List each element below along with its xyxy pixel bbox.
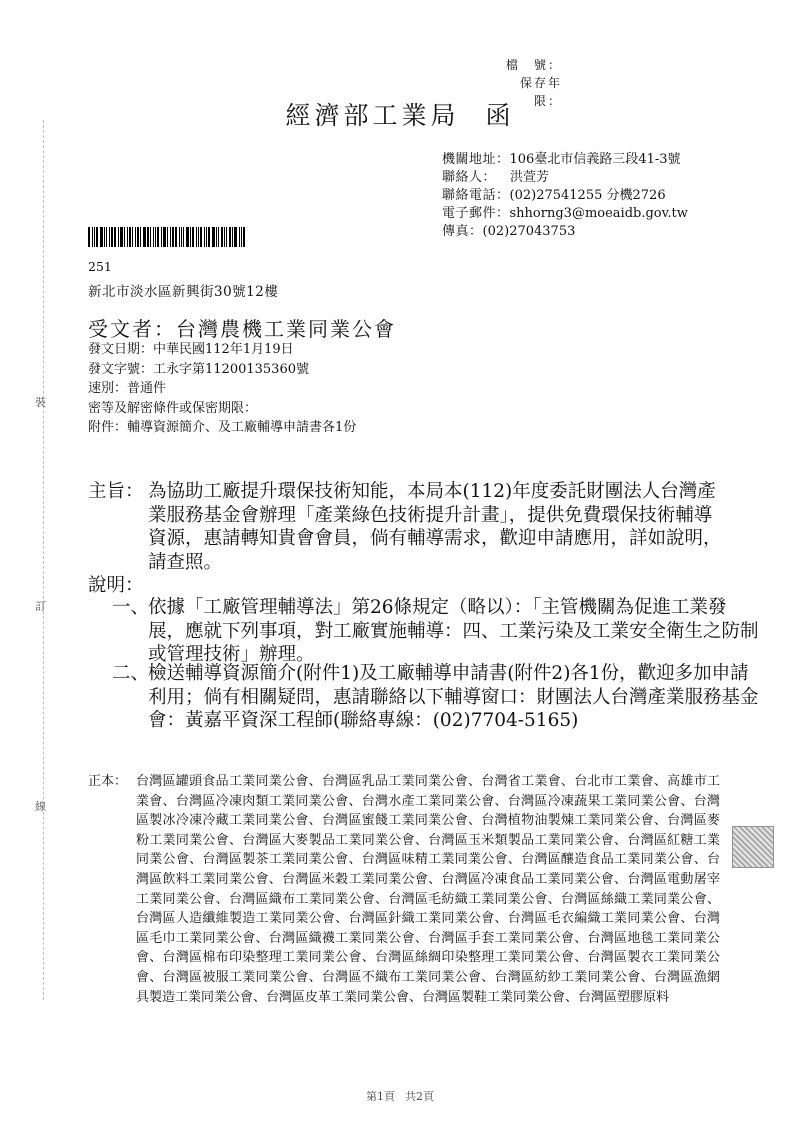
contact-block [442, 151, 688, 241]
binding-line [43, 120, 44, 1000]
barcode-bar [92, 227, 93, 247]
barcode-bar [167, 227, 168, 247]
delivery-speed: 速別：普通件 [88, 381, 167, 396]
barcode-bar [204, 227, 205, 247]
barcode-bar [163, 227, 166, 247]
page-footer [0, 1088, 800, 1104]
barcode-bar [147, 227, 149, 247]
copies-list: 台灣區罐頭食品工業同業公會、台灣區乳品工業同業公會、台灣省工業會、台北市工業會、高雄市工業會、台灣區冷凍肉類工業同業公會、台灣水產工業同業公會、台灣區冷凍蔬果工業同業公會、台灣區製冰冷凍冷藏工業同業公會、台灣區蜜餞工業同業公會、台灣植物油製煉工業同業公會、台灣區麥粉工業同業公會、台灣區大麥製品工業同業公會、台灣區玉米類製品工業同業公會、台灣區紅糖工業同業公會、台灣區製茶工業同業公會、台灣區味精工業同業公會、台灣區釀造食品工業同業公會、台灣區飲料工業同業公會、台灣區米穀工業同業公會、台灣區冷凍食品工業同業公會、台灣區電動屠宰工業同業公會、台灣區織布工業同業公會、台灣區毛紡織工業同業公會、台灣區絲織工業同業公會、台灣區人造纖維製造工業同業公會、台灣區針織工業同業公會、台灣區毛衣編織工業同業公會、台灣區毛巾工業同業公會、台灣區織襪工業同業公會、台灣區手套工業同業公會、台灣區地毯工業同業公會、台灣區棉布印染整理工業同業公會、台灣區絲綢印染整理工業同業公會、台灣區製衣工業同業公會、台灣區被服工業同業公會、台灣區不織布工業同業公會、台灣區紡紗工業同業公會、台灣區漁網具製造工業同業公會、台灣區皮革工業同業公會、台灣區製鞋工業同業公會、台灣區塑膠原料 [136, 774, 720, 1005]
barcode-bar [120, 227, 123, 247]
barcode-bar [129, 227, 131, 247]
binding-mark-xian: 線 [35, 800, 46, 813]
recipient: 受文者：台灣農機工業同業公會 [88, 317, 396, 341]
binding-mark-ding: 訂 [35, 600, 46, 613]
mailing-address: 新北市淡水區新興街30號12樓 [88, 284, 279, 300]
barcode-bar [190, 227, 191, 247]
address-label: 機關地址： [442, 152, 510, 167]
barcode-bar [212, 227, 215, 247]
barcode-bar [118, 227, 119, 247]
barcode-bar [224, 227, 225, 247]
document-title [0, 96, 800, 132]
subject-label: 主旨： [88, 481, 144, 502]
barcode-bar [109, 227, 110, 247]
explanation-label: 說明： [88, 575, 144, 596]
item-text: 依據「工廠管理輔導法」第26條規定（略以）：「主管機關為促進工業發展，應就下列事項，對工廠實施輔導：四、工業污染及工業安全衛生之防制或管理技術」辦理。 [148, 597, 759, 665]
barcode-bar [218, 227, 219, 247]
contact-person-label: 聯絡人： [442, 170, 497, 185]
barcode-bar [94, 227, 95, 247]
fax-label: 傳真： [442, 224, 483, 239]
barcode-bar [243, 227, 245, 247]
barcode-bar [183, 227, 184, 247]
barcode-bar [143, 227, 146, 247]
barcode-bar [232, 227, 233, 247]
barcode-bar [104, 227, 105, 247]
barcode-bar [208, 227, 210, 247]
agency-name: 經濟部工業局 [285, 101, 460, 130]
barcode-bar [100, 227, 103, 247]
barcode-bar [196, 227, 197, 247]
barcode-bar [221, 227, 223, 247]
barcode-bar [150, 227, 151, 247]
barcode-bar [135, 227, 136, 247]
barcode-bar [216, 227, 217, 247]
barcode-bar [200, 227, 202, 247]
barcode-bar [114, 227, 116, 247]
item-number: 二、 [112, 663, 150, 684]
document-meta [88, 340, 356, 438]
barcode-bar [229, 227, 231, 247]
secrecy-level: 密等及解密條件或保密期限： [88, 400, 258, 416]
barcode-bar [206, 227, 207, 247]
agency-address: 106臺北市信義路三段41-3號 [509, 152, 681, 167]
barcode-bar [198, 227, 199, 247]
page-number: 第1頁 [366, 1090, 395, 1103]
barcode-bar [172, 227, 174, 247]
barcode-bar [175, 227, 177, 247]
barcode-bar [153, 227, 154, 247]
barcode-bar [124, 227, 125, 247]
barcode-bar [186, 227, 189, 247]
barcode-bar [111, 227, 113, 247]
item-text: 檢送輔導資源簡介(附件1)及工廠輔導申請書(附件2)各1份，歡迎多加申請利用；倘有相關疑問，惠請聯絡以下輔導窗口：財團法人台灣產業服務基金會：黃嘉平資深工程師(聯絡專線：(02)7704-5165) [148, 663, 759, 731]
barcode-bar [132, 227, 133, 247]
contact-phone: (02)27541255 分機2726 [509, 188, 666, 203]
barcode-bar [161, 227, 162, 247]
item-number: 一、 [112, 597, 150, 618]
barcode-bar [181, 227, 182, 247]
barcode-bar [106, 227, 107, 247]
barcode-bar [137, 227, 139, 247]
subject-text: 為協助工廠提升環保技術知能，本局本(112)年度委託財團法人台灣產業服務基金會辦理「產業綠色技術提升計畫」，提供免費環保技術輔導資源，惠請轉知貴會會員，倘有輔導需求，歡迎申請應用，詳如說明，請查照。 [148, 481, 722, 573]
email-label: 電子郵件： [442, 206, 510, 221]
barcode-bar [140, 227, 141, 247]
barcode-bar [192, 227, 194, 247]
barcode [88, 227, 268, 247]
phone-label: 聯絡電話： [442, 188, 510, 203]
barcode-bar [88, 227, 90, 247]
postal-code: 251 [88, 259, 112, 274]
page-total: 共2頁 [405, 1090, 434, 1103]
seal-stamp [732, 826, 774, 868]
barcode-bar [241, 227, 242, 247]
barcode-bar [157, 227, 159, 247]
barcode-bar [127, 227, 128, 247]
document-type: 函 [485, 101, 515, 130]
barcode-bar [226, 227, 227, 247]
retention-label: 保存年限： [519, 76, 562, 108]
barcode-bar [179, 227, 180, 247]
contact-person: 洪萱芳 [510, 170, 550, 185]
barcode-bar [239, 227, 240, 247]
barcode-bar [96, 227, 98, 247]
copies-label: 正本： [88, 774, 128, 789]
barcode-bar [234, 227, 237, 247]
barcode-bar [170, 227, 171, 247]
issue-date: 發文日期：中華民國112年1月19日 [88, 342, 294, 357]
issue-number: 發文字號：工永字第11200135360號 [88, 361, 309, 377]
file-number-label: 檔 號： [505, 58, 562, 72]
barcode-bar [155, 227, 156, 247]
binding-mark-zhuang: 裝 [35, 396, 46, 409]
attachments: 附件：輔導資源簡介、及工廠輔導申請書各1份 [88, 420, 357, 435]
contact-email: shhorng3@moeaidb.gov.tw [509, 206, 688, 221]
contact-fax: (02)27043753 [482, 224, 576, 239]
